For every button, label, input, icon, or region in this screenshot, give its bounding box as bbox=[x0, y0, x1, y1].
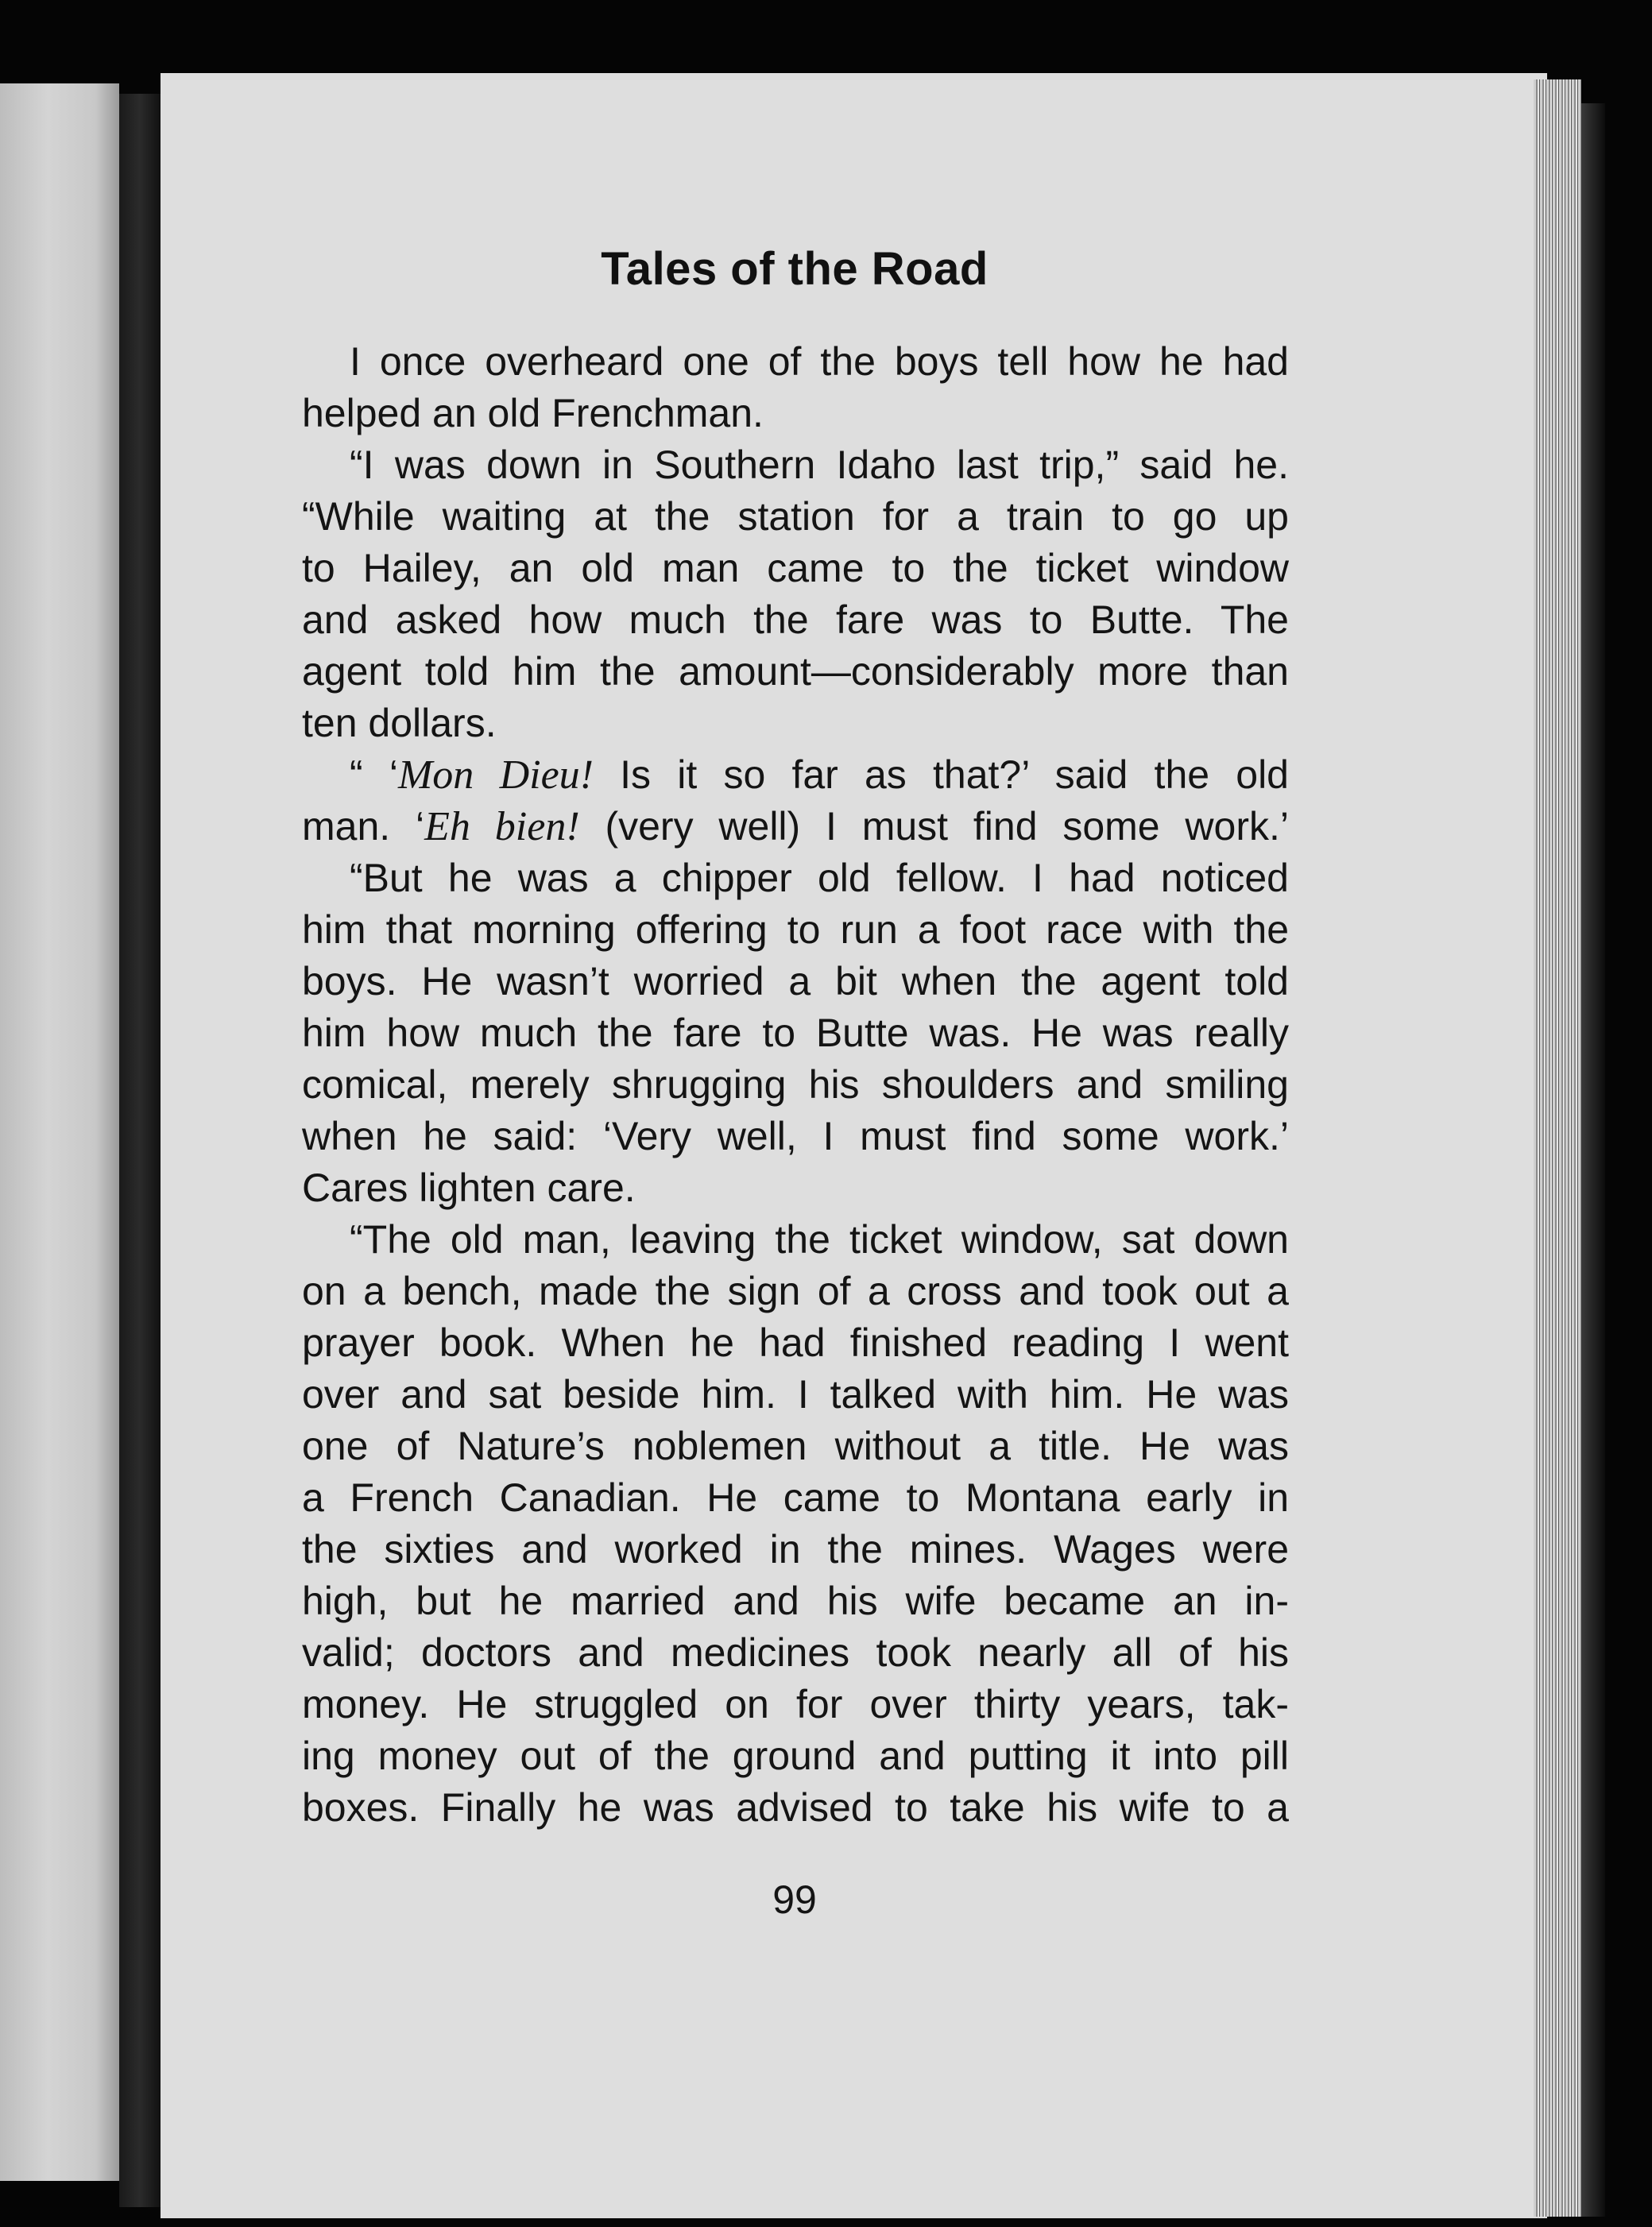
text-line: “ ‘Mon Dieu! Is it so far as that?’ said the old bbox=[350, 752, 1289, 798]
text-line: man. ‘Eh bien! (very well) I must find some work.’ bbox=[302, 804, 1289, 849]
text-line: agent told him the amount—considerably more than bbox=[302, 649, 1289, 694]
text-line: boys. He wasn’t worried a bit when the agent told bbox=[302, 959, 1289, 1003]
text-line: money. He struggled on for over thirty years, tak- bbox=[302, 1682, 1289, 1726]
text-line: I once overheard one of the boys tell how he had bbox=[350, 339, 1289, 384]
text-line: to Hailey, an old man came to the ticket window bbox=[302, 546, 1289, 590]
text-line: the sixties and worked in the mines. Wages were bbox=[302, 1527, 1289, 1572]
text-line: him how much the fare to Butte was. He was really bbox=[302, 1011, 1289, 1055]
text-line: boxes. Finally he was advised to take his wife to a bbox=[302, 1785, 1289, 1830]
text-line: helped an old Frenchman. bbox=[302, 391, 764, 435]
text-line: when he said: ‘Very well, I must find some work.’ bbox=[302, 1114, 1289, 1158]
left-page-edge bbox=[0, 83, 119, 2181]
text-line: “While waiting at the station for a train to go up bbox=[302, 494, 1289, 539]
text-line: one of Nature’s noblemen without a title. He was bbox=[302, 1424, 1289, 1468]
text-line: ten dollars. bbox=[302, 701, 497, 745]
text-line: “The old man, leaving the ticket window, sat down bbox=[350, 1217, 1289, 1262]
text-line: and asked how much the fare was to Butte. The bbox=[302, 597, 1289, 642]
running-head: Tales of the Road bbox=[601, 243, 988, 295]
text-line: over and sat beside him. I talked with him. He was bbox=[302, 1372, 1289, 1417]
text-line: “I was down in Southern Idaho last trip,” said he. bbox=[350, 443, 1289, 487]
text-line: on a bench, made the sign of a cross and took out a bbox=[302, 1269, 1289, 1313]
text-line: prayer book. When he had finished reading I went bbox=[302, 1320, 1289, 1365]
text-line: comical, merely shrugging his shoulders and smiling bbox=[302, 1062, 1289, 1107]
text-line: ing money out of the ground and putting it into pill bbox=[302, 1734, 1289, 1778]
text-line: Cares lighten care. bbox=[302, 1166, 636, 1210]
text-line: valid; doctors and medicines took nearly all of his bbox=[302, 1630, 1289, 1675]
text-line: him that morning offering to run a foot race with the bbox=[302, 907, 1289, 952]
text-line: high, but he married and his wife became an in- bbox=[302, 1579, 1289, 1623]
page-number: 99 bbox=[772, 1877, 817, 1922]
text-line: a French Canadian. He came to Montana early in bbox=[302, 1475, 1289, 1520]
text-line: “But he was a chipper old fellow. I had noticed bbox=[350, 856, 1289, 900]
body-text bbox=[302, 336, 1289, 1834]
